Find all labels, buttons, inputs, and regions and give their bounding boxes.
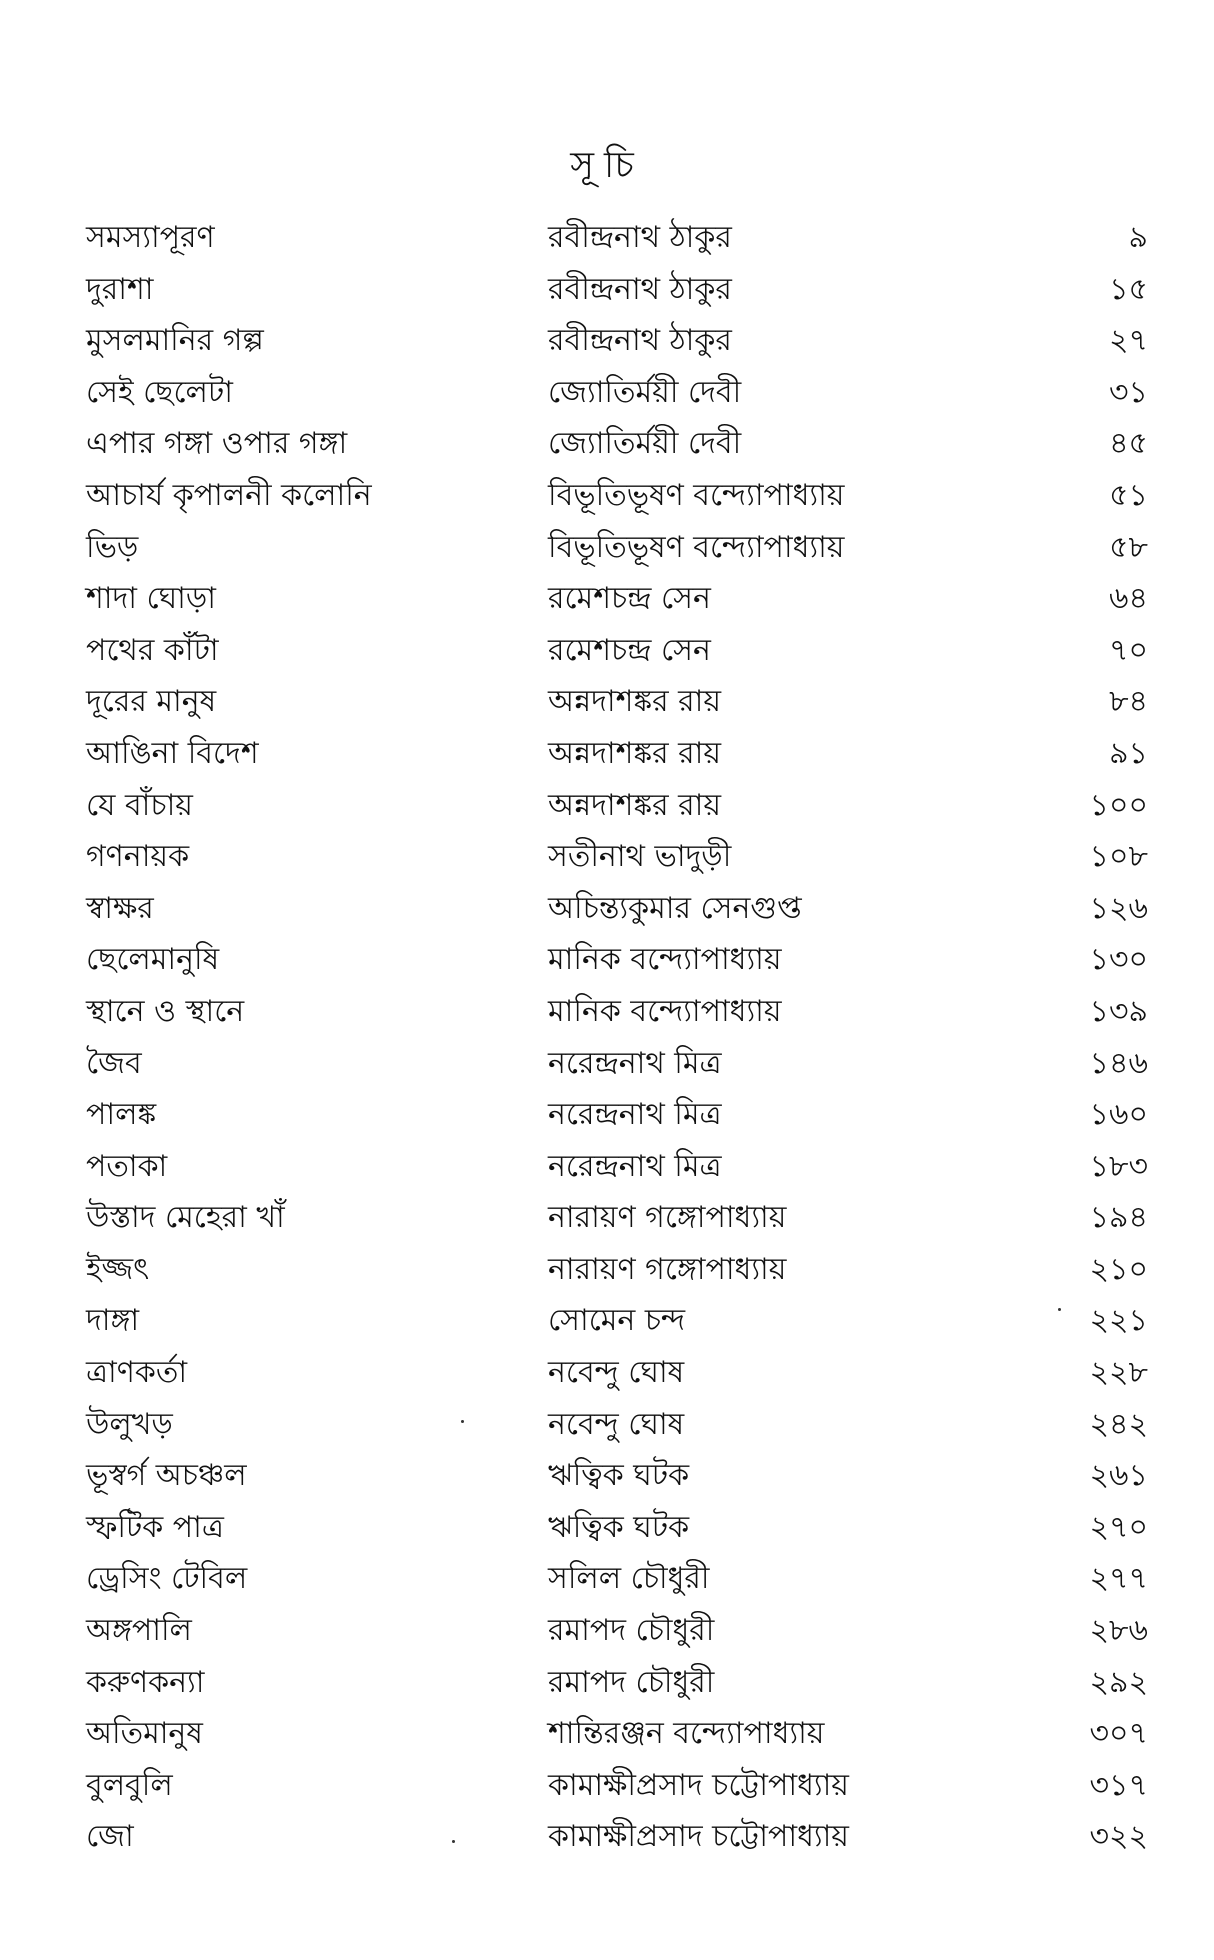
author-name: অন্নদাশঙ্কর রায়: [548, 787, 721, 823]
toc-entry: [0, 1038, 1214, 1090]
toc-entry: [0, 1605, 1214, 1657]
story-title: এপার গঙ্গা ওপার গঙ্গা: [86, 426, 348, 462]
story-title: দূরের মানুষ: [86, 684, 217, 720]
page-number: ২২৮: [1089, 1355, 1148, 1391]
toc-entry: [0, 986, 1214, 1038]
story-title: স্বাক্ষর: [86, 890, 154, 926]
author-name: সতীনাথ ভাদুড়ী: [548, 839, 732, 875]
author-name: মানিক বন্দ্যোপাধ্যায়: [548, 993, 782, 1029]
page-number: ৯১: [1109, 735, 1148, 771]
toc-entry: [0, 883, 1214, 935]
toc-entry: [0, 1553, 1214, 1605]
page-number: ২৬১: [1089, 1458, 1148, 1494]
story-title: উস্তাদ মেহেরা খাঁ: [86, 1200, 285, 1236]
toc-entry: [0, 1450, 1214, 1502]
page-number: ১২৬: [1089, 890, 1148, 926]
story-title: স্থানে ও স্থানে: [86, 993, 245, 1029]
author-name: নবেন্দু ঘোষ: [548, 1355, 685, 1391]
toc-entry: [0, 1657, 1214, 1709]
page-number: ১৮৩: [1089, 1148, 1148, 1184]
page-number: ২২১: [1089, 1303, 1148, 1339]
page-number: ৩০৭: [1089, 1716, 1148, 1752]
author-name: নারায়ণ গঙ্গোপাধ্যায়: [548, 1200, 787, 1236]
toc-entry: [0, 780, 1214, 832]
author-name: সলিল চৌধুরী: [548, 1561, 710, 1597]
page-number: ১০০: [1089, 787, 1148, 823]
story-title: জৈব: [86, 1045, 142, 1081]
toc-entry: [0, 1502, 1214, 1554]
toc-entry: [0, 625, 1214, 677]
story-title: বুলবুলি: [86, 1767, 173, 1803]
toc-entry: [0, 1244, 1214, 1296]
toc-entry: [0, 418, 1214, 470]
story-title: ইজ্জৎ: [86, 1251, 150, 1287]
story-title: উলুখড়: [86, 1406, 173, 1442]
author-name: রমাপদ চৌধুরী: [548, 1613, 715, 1649]
scan-speck: [1058, 1308, 1061, 1311]
toc-entry: [0, 1708, 1214, 1760]
page-number: ২৭৭: [1089, 1561, 1148, 1597]
story-title: দাঙ্গা: [86, 1303, 140, 1339]
page-number: ২৮৬: [1089, 1613, 1148, 1649]
table-of-contents: [0, 212, 1214, 1863]
author-name: রবীন্দ্রনাথ ঠাকুর: [548, 220, 732, 255]
story-title: পালঙ্ক: [86, 1097, 157, 1133]
author-name: নরেন্দ্রনাথ মিত্র: [548, 1148, 722, 1184]
author-name: রমেশচন্দ্র সেন: [548, 581, 711, 617]
story-title: ভূস্বর্গ অচঞ্চল: [86, 1458, 247, 1494]
toc-entry: [0, 1192, 1214, 1244]
story-title: ত্রাণকর্তা: [86, 1355, 188, 1391]
author-name: রবীন্দ্রনাথ ঠাকুর: [548, 271, 732, 307]
page-number: ১০৮: [1089, 839, 1148, 875]
scan-speck: [461, 1420, 464, 1423]
story-title: অঙ্গপালি: [86, 1613, 192, 1649]
page-number: ৫১: [1109, 477, 1148, 513]
toc-entry: [0, 1347, 1214, 1399]
page-number: ১৯৪: [1089, 1200, 1148, 1236]
page-number: ৮৪: [1109, 684, 1148, 720]
page-number: ৪৫: [1109, 426, 1148, 462]
story-title: করুণকন্যা: [86, 1664, 205, 1700]
story-title: আঙিনা বিদেশ: [86, 735, 259, 771]
author-name: জ্যোতির্ময়ী দেবী: [548, 374, 742, 410]
story-title: যে বাঁচায়: [86, 787, 193, 823]
story-title: গণনায়ক: [86, 839, 190, 875]
story-title: পথের কাঁটা: [86, 632, 219, 668]
author-name: কামাক্ষীপ্রসাদ চট্টোপাধ্যায়: [548, 1819, 849, 1855]
author-name: ঋত্বিক ঘটক: [548, 1509, 690, 1545]
page-number: ৩১: [1109, 374, 1148, 410]
toc-entry: [0, 367, 1214, 419]
page-number: ২৪২: [1089, 1406, 1148, 1442]
toc-entry: [0, 676, 1214, 728]
toc-entry: [0, 934, 1214, 986]
author-name: নরেন্দ্রনাথ মিত্র: [548, 1097, 722, 1133]
toc-entry: [0, 470, 1214, 522]
page-number: ১৩০: [1089, 942, 1148, 978]
toc-entry: [0, 1399, 1214, 1451]
page-number: ১৪৬: [1089, 1045, 1148, 1081]
author-name: কামাক্ষীপ্রসাদ চট্টোপাধ্যায়: [548, 1767, 849, 1803]
author-name: বিভূতিভূষণ বন্দ্যোপাধ্যায়: [548, 529, 845, 565]
page-number: ২১০: [1089, 1251, 1148, 1287]
author-name: মানিক বন্দ্যোপাধ্যায়: [548, 942, 782, 978]
author-name: রবীন্দ্রনাথ ঠাকুর: [548, 323, 732, 359]
author-name: জ্যোতির্ময়ী দেবী: [548, 426, 742, 462]
author-name: নবেন্দু ঘোষ: [548, 1406, 685, 1442]
author-name: বিভূতিভূষণ বন্দ্যোপাধ্যায়: [548, 477, 845, 513]
page-number: ১৫: [1109, 271, 1148, 307]
story-title: সমস্যাপূরণ: [86, 220, 215, 255]
toc-entry: [0, 728, 1214, 780]
page-number: ১৬০: [1089, 1097, 1148, 1133]
author-name: অন্নদাশঙ্কর রায়: [548, 735, 721, 771]
story-title: আচার্য কৃপালনী কলোনি: [86, 477, 372, 513]
story-title: পতাকা: [86, 1148, 168, 1184]
page-heading: সূচি: [570, 145, 644, 186]
story-title: দুরাশা: [86, 271, 154, 307]
page-number: ৩১৭: [1089, 1767, 1148, 1803]
page-number: ২৯২: [1089, 1664, 1148, 1700]
page-number: ২৭০: [1089, 1509, 1148, 1545]
toc-entry: [0, 1295, 1214, 1347]
page-number: ৩২২: [1089, 1819, 1148, 1855]
page-number: ৫৮: [1109, 529, 1148, 565]
page-number: ২৭: [1108, 323, 1148, 359]
toc-entry: [0, 315, 1214, 367]
story-title: মুসলমানির গল্প: [86, 323, 264, 359]
toc-entry: [0, 573, 1214, 625]
author-name: সোমেন চন্দ: [548, 1303, 686, 1339]
author-name: শান্তিরঞ্জন বন্দ্যোপাধ্যায়: [548, 1716, 825, 1752]
toc-entry: [0, 264, 1214, 316]
toc-entry: [0, 1141, 1214, 1193]
story-title: শাদা ঘোড়া: [86, 581, 216, 617]
toc-entry: [0, 831, 1214, 883]
story-title: অতিমানুষ: [86, 1716, 203, 1752]
author-name: অচিন্ত্যকুমার সেনগুপ্ত: [548, 890, 802, 926]
toc-entry: [0, 1089, 1214, 1141]
page-number: ১৩৯: [1089, 993, 1148, 1029]
author-name: নারায়ণ গঙ্গোপাধ্যায়: [548, 1251, 787, 1287]
scan-speck: [452, 1840, 455, 1843]
toc-entry: [0, 212, 1214, 264]
story-title: ছেলেমানুষি: [86, 942, 220, 978]
page-number: ৭০: [1108, 632, 1148, 668]
story-title: সেই ছেলেটা: [86, 374, 233, 410]
story-title: ড্রেসিং টেবিল: [86, 1561, 248, 1597]
author-name: ঋত্বিক ঘটক: [548, 1458, 690, 1494]
story-title: ভিড়: [86, 529, 139, 565]
toc-entry: [0, 522, 1214, 574]
toc-entry: [0, 1760, 1214, 1812]
author-name: রমেশচন্দ্র সেন: [548, 632, 711, 668]
author-name: অন্নদাশঙ্কর রায়: [548, 684, 721, 720]
toc-entry: [0, 1811, 1214, 1863]
story-title: স্ফটিক পাত্র: [86, 1509, 224, 1545]
page-number: ৬৪: [1109, 581, 1148, 617]
author-name: নরেন্দ্রনাথ মিত্র: [548, 1045, 722, 1081]
page-number: ৯: [1128, 220, 1148, 255]
story-title: জো: [86, 1819, 134, 1855]
author-name: রমাপদ চৌধুরী: [548, 1664, 715, 1700]
